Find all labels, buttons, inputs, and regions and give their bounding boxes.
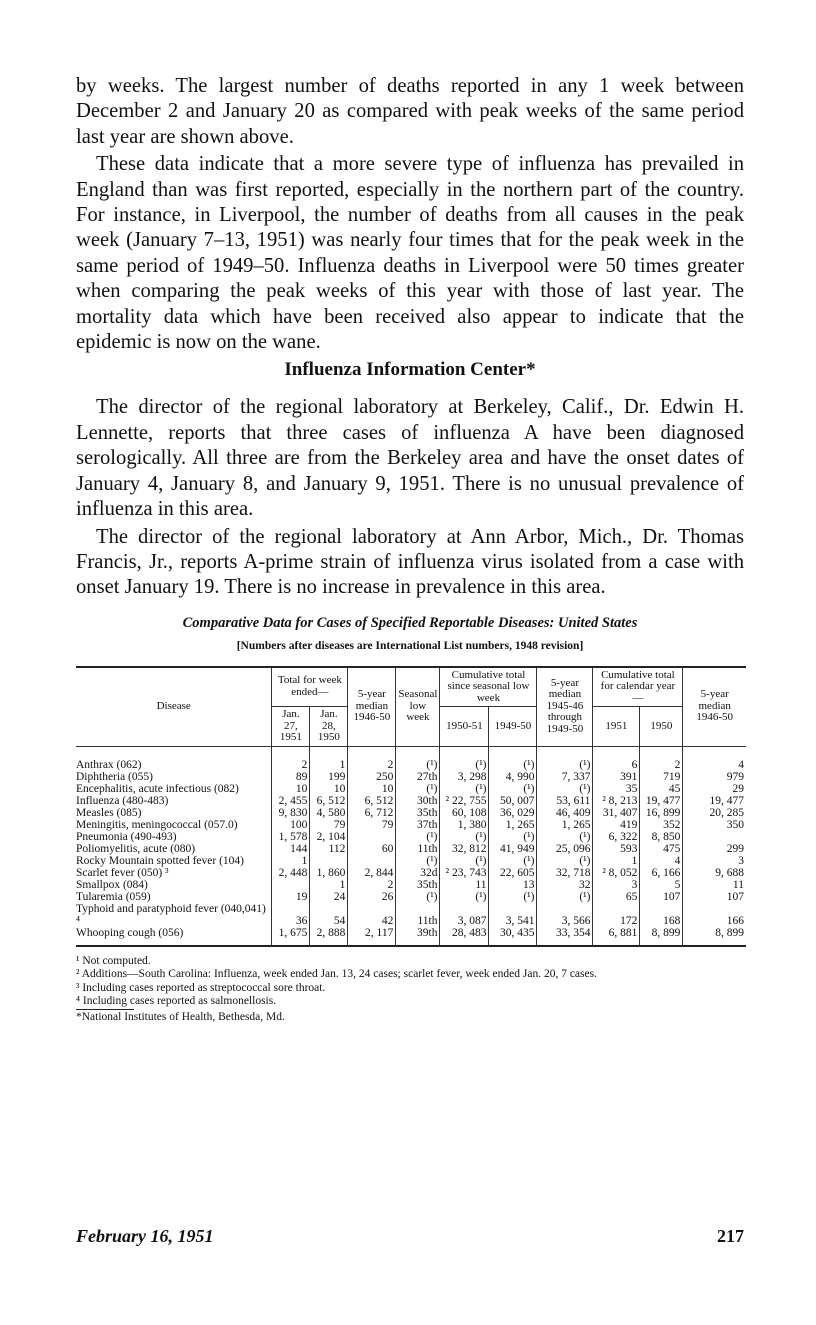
table-cell: (¹) xyxy=(440,855,489,867)
paragraph: These data indicate that a more severe type of influenza has prevailed in England than was first reported, especially in the northern part of the country. For instance, in Liverpool, the number of deaths from all causes in the peak week (January 7–13, 1951) was nearly four times that for the peak week in the same period of 1949–50. Influenza deaths in Liverpool were 50 times greater when comparing the peak weeks of this year with those of last year. The mortality data which have been received also appear to indicate that the epidemic is now on the wane. xyxy=(76,153,744,354)
disease-name xyxy=(76,831,272,843)
table-cell: 6, 166 xyxy=(640,867,683,879)
table-cell: (¹) xyxy=(537,783,593,795)
table-cell: 46, 409 xyxy=(537,807,593,819)
header-median-year: 5-year median 1946-50 xyxy=(683,667,746,747)
table-cell: (¹) xyxy=(489,855,537,867)
table-row xyxy=(76,891,746,903)
table-cell: 6, 712 xyxy=(348,807,396,819)
table-row xyxy=(76,903,746,927)
disease-name xyxy=(76,879,272,891)
table-cell xyxy=(348,855,396,867)
table-cell: 32, 718 xyxy=(537,867,593,879)
table-cell: (¹) xyxy=(489,831,537,843)
table-cell: ² 8, 213 xyxy=(593,795,640,807)
table-cell: 475 xyxy=(640,843,683,855)
table-cell: (¹) xyxy=(396,783,440,795)
table-cell: 250 xyxy=(348,771,396,783)
header-cy-1951: 1951 xyxy=(593,707,640,747)
table-cell: 100 xyxy=(272,819,310,831)
table-cell: 20, 285 xyxy=(683,807,746,819)
table-cell: 60, 108 xyxy=(440,807,489,819)
footnote: ⁴ Including cases reported as salmonellosis. xyxy=(76,995,277,1008)
table-cell: 11th xyxy=(396,843,440,855)
table-cell: 31, 407 xyxy=(593,807,640,819)
table-cell: (¹) xyxy=(440,783,489,795)
table-cell: 352 xyxy=(640,819,683,831)
footnote: ² Additions—South Carolina: Influenza, week ended Jan. 13, 24 cases; scarlet fever, week ended Jan. 20, 7 cases. xyxy=(76,968,597,981)
table-cell: 593 xyxy=(593,843,640,855)
page-number: 217 xyxy=(717,1226,744,1246)
disease-label: Poliomyelitis, acute (080) xyxy=(76,842,196,855)
table-cell: 2 xyxy=(272,746,310,771)
table-cell: 89 xyxy=(272,771,310,783)
affiliation-note: *National Institutes of Health, Bethesda, Md. xyxy=(76,1010,285,1023)
table-cell: 6, 512 xyxy=(310,795,348,807)
disease-label: Pneumonia (490-493) xyxy=(76,830,177,843)
header-disease: Disease xyxy=(76,667,272,747)
table-cell: 42 xyxy=(348,903,396,927)
disease-name xyxy=(76,927,272,946)
table-cell: 3, 087 xyxy=(440,903,489,927)
table-cell: 1, 380 xyxy=(440,819,489,831)
table-cell: ² 23, 743 xyxy=(440,867,489,879)
table-cell: 1 xyxy=(272,855,310,867)
table-cell xyxy=(310,855,348,867)
table-cell: (¹) xyxy=(440,831,489,843)
table-row xyxy=(76,831,746,843)
table-cell: 299 xyxy=(683,843,746,855)
table-cell: 41, 949 xyxy=(489,843,537,855)
table-cell: 1 xyxy=(593,855,640,867)
table-cell: 6, 512 xyxy=(348,795,396,807)
table-cell: 54 xyxy=(310,903,348,927)
paragraph: The director of the regional laboratory at Berkeley, Calif., Dr. Edwin H. Lennette, reports that three cases of influenza A have been diagnosed serologically. All three are from the Berkeley area and have the onset dates of January 4, January 8, and January 9, 1951. There is no unusual prevalence of influenza in this area. xyxy=(76,396,744,521)
table-cell: 13 xyxy=(489,879,537,891)
table-cell: 4, 990 xyxy=(489,771,537,783)
table-cell xyxy=(272,879,310,891)
table-cell: 144 xyxy=(272,843,310,855)
table-cell: 10 xyxy=(310,783,348,795)
table-cell: 32 xyxy=(537,879,593,891)
table-cell: 24 xyxy=(310,891,348,903)
header-week-group: Total for week ended— xyxy=(272,667,348,707)
table-cell: 36, 029 xyxy=(489,807,537,819)
table-cell: 30, 435 xyxy=(489,927,537,946)
table-cell: 19, 477 xyxy=(640,795,683,807)
disease-name xyxy=(76,903,272,927)
table-cell: 3 xyxy=(593,879,640,891)
table-cell: 112 xyxy=(310,843,348,855)
disease-name xyxy=(76,891,272,903)
table-row xyxy=(76,807,746,819)
disease-label: Smallpox (084) xyxy=(76,878,148,891)
table-cell: 8, 850 xyxy=(640,831,683,843)
table-cell: 350 xyxy=(683,819,746,831)
table-cell: 32d xyxy=(396,867,440,879)
table-cell: 2 xyxy=(348,746,396,771)
table-cell: 11 xyxy=(683,879,746,891)
table-cell: 9, 688 xyxy=(683,867,746,879)
table-cell: 1 xyxy=(310,746,348,771)
table-cell: 29 xyxy=(683,783,746,795)
disease-name xyxy=(76,819,272,831)
table-cell: (¹) xyxy=(396,891,440,903)
disease-label: Encephalitis, acute infectious (082) xyxy=(76,782,239,795)
table-cell: (¹) xyxy=(396,855,440,867)
table-cell: 1, 578 xyxy=(272,831,310,843)
table-cell: (¹) xyxy=(489,783,537,795)
footnote: ¹ Not computed. xyxy=(76,954,151,967)
table-cell: 32, 812 xyxy=(440,843,489,855)
footnote-rule xyxy=(76,1009,134,1010)
table-cell: 168 xyxy=(640,903,683,927)
table-cell: 2, 455 xyxy=(272,795,310,807)
table-body xyxy=(76,746,746,946)
paragraph: by weeks. The largest number of deaths reported in any 1 week between December 2 and January 20 as compared with peak weeks of the same period last year are shown above. xyxy=(76,75,744,148)
header-cum-1949-50: 1949-50 xyxy=(489,707,537,747)
table-cell: (¹) xyxy=(537,831,593,843)
disease-name xyxy=(76,746,272,771)
table-subtitle: [Numbers after diseases are International List numbers, 1948 revision] xyxy=(236,639,584,652)
disease-label: Typhoid and paratyphoid fever (040,041) ⁴ xyxy=(76,902,266,927)
table-cell: 3 xyxy=(683,855,746,867)
header-cy-1950: 1950 xyxy=(640,707,683,747)
table-cell: (¹) xyxy=(537,891,593,903)
disease-label: Scarlet fever (050) ³ xyxy=(76,866,169,879)
table-cell: 25, 096 xyxy=(537,843,593,855)
table-cell: 166 xyxy=(683,903,746,927)
disease-name xyxy=(76,771,272,783)
table-cell: 60 xyxy=(348,843,396,855)
table-cell: 4, 580 xyxy=(310,807,348,819)
table-cell: 10 xyxy=(272,783,310,795)
table-row xyxy=(76,927,746,946)
disease-label: Diphtheria (055) xyxy=(76,770,153,783)
table-cell: 26 xyxy=(348,891,396,903)
paragraph: The director of the regional laboratory at Ann Arbor, Mich., Dr. Thomas Francis, Jr., reports A-prime strain of influenza virus isolated from a case with onset January 19. There is no increase in prevalence in this area. xyxy=(76,525,744,599)
footnotes xyxy=(76,955,744,1024)
table-cell: (¹) xyxy=(489,746,537,771)
table-title: Comparative Data for Cases of Specified Reportable Diseases: United States xyxy=(182,614,638,631)
table-cell: 36 xyxy=(272,903,310,927)
table-cell: 2, 844 xyxy=(348,867,396,879)
table-cell: 2, 104 xyxy=(310,831,348,843)
table-cell: 2, 888 xyxy=(310,927,348,946)
table-cell: (¹) xyxy=(440,891,489,903)
table-cell: 4 xyxy=(640,855,683,867)
disease-name xyxy=(76,807,272,819)
table-cell: 199 xyxy=(310,771,348,783)
table-cell: ² 22, 755 xyxy=(440,795,489,807)
table-row xyxy=(76,746,746,771)
table-cell: 3, 298 xyxy=(440,771,489,783)
table-cell: 107 xyxy=(640,891,683,903)
table-cell: 35th xyxy=(396,807,440,819)
table-cell: 11 xyxy=(440,879,489,891)
disease-name xyxy=(76,867,272,879)
page-body xyxy=(76,74,744,1024)
table-cell: 11th xyxy=(396,903,440,927)
table-row xyxy=(76,879,746,891)
table-cell: 65 xyxy=(593,891,640,903)
table-cell: 27th xyxy=(396,771,440,783)
table-cell: 30th xyxy=(396,795,440,807)
table-cell: 2, 448 xyxy=(272,867,310,879)
header-cum-year-group: Cumulative total for calendar year— xyxy=(593,667,683,707)
header-cum-seasonal-group: Cumulative total since seasonal low week xyxy=(440,667,537,707)
table-cell: 3, 566 xyxy=(537,903,593,927)
disease-name xyxy=(76,783,272,795)
table-cell: 5 xyxy=(640,879,683,891)
table-cell: 79 xyxy=(310,819,348,831)
table-cell: (¹) xyxy=(537,855,593,867)
table-cell: 107 xyxy=(683,891,746,903)
table-cell: 6, 322 xyxy=(593,831,640,843)
table-cell: 79 xyxy=(348,819,396,831)
table-row xyxy=(76,867,746,879)
table-cell: (¹) xyxy=(440,746,489,771)
table-cell: 1, 860 xyxy=(310,867,348,879)
table-cell: 6 xyxy=(593,746,640,771)
table-cell: (¹) xyxy=(489,891,537,903)
disease-name xyxy=(76,855,272,867)
table-cell: ² 8, 052 xyxy=(593,867,640,879)
table-cell: 4 xyxy=(683,746,746,771)
table-cell: 10 xyxy=(348,783,396,795)
disease-label: Tularemia (059) xyxy=(76,890,151,903)
table-cell: 1, 265 xyxy=(537,819,593,831)
table-cell: 6, 881 xyxy=(593,927,640,946)
table-row xyxy=(76,819,746,831)
table-cell: 35th xyxy=(396,879,440,891)
table-cell: 19, 477 xyxy=(683,795,746,807)
page-footer xyxy=(76,1226,744,1247)
table-cell: 50, 007 xyxy=(489,795,537,807)
table-cell: 2 xyxy=(348,879,396,891)
table-cell: 8, 899 xyxy=(683,927,746,946)
disease-label: Rocky Mountain spotted fever (104) xyxy=(76,854,244,867)
header-median-week: 5-year median 1946-50 xyxy=(348,667,396,747)
table-cell: (¹) xyxy=(537,746,593,771)
table-row xyxy=(76,795,746,807)
table-row xyxy=(76,783,746,795)
table-cell: 53, 611 xyxy=(537,795,593,807)
table-cell: 1, 265 xyxy=(489,819,537,831)
table-cell: 979 xyxy=(683,771,746,783)
disease-label: Influenza (480-483) xyxy=(76,794,169,807)
table-cell: 2 xyxy=(640,746,683,771)
header-jan27: Jan. 27, 1951 xyxy=(272,707,310,747)
disease-label: Anthrax (062) xyxy=(76,758,142,771)
table-cell: 2, 117 xyxy=(348,927,396,946)
header-median-seasonal: 5-year median 1945-46 through 1949-50 xyxy=(537,667,593,747)
disease-label: Whooping cough (056) xyxy=(76,926,184,939)
table-cell xyxy=(683,831,746,843)
table-cell: 37th xyxy=(396,819,440,831)
table-cell: (¹) xyxy=(396,831,440,843)
header-jan28: Jan. 28, 1950 xyxy=(310,707,348,747)
table-cell: 19 xyxy=(272,891,310,903)
table-cell: 8, 899 xyxy=(640,927,683,946)
table-cell: 391 xyxy=(593,771,640,783)
issue-date: February 16, 1951 xyxy=(76,1226,214,1246)
disease-table xyxy=(76,666,746,947)
table-cell: 16, 899 xyxy=(640,807,683,819)
table-cell: 22, 605 xyxy=(489,867,537,879)
table-cell: 33, 354 xyxy=(537,927,593,946)
table-cell: 1 xyxy=(310,879,348,891)
table-cell: 3, 541 xyxy=(489,903,537,927)
header-seasonal-low: Seasonal low week xyxy=(396,667,440,747)
table-cell: 172 xyxy=(593,903,640,927)
table-cell: 719 xyxy=(640,771,683,783)
table-cell: (¹) xyxy=(396,746,440,771)
disease-name xyxy=(76,795,272,807)
table-row xyxy=(76,855,746,867)
table-cell: 28, 483 xyxy=(440,927,489,946)
table-cell: 45 xyxy=(640,783,683,795)
section-heading: Influenza Information Center* xyxy=(284,359,536,381)
table-cell: 39th xyxy=(396,927,440,946)
table-cell xyxy=(348,831,396,843)
table-cell: 1, 675 xyxy=(272,927,310,946)
table-cell: 419 xyxy=(593,819,640,831)
table-cell: 7, 337 xyxy=(537,771,593,783)
table-row xyxy=(76,843,746,855)
header-cum-1950-51: 1950-51 xyxy=(440,707,489,747)
table-cell: 9, 830 xyxy=(272,807,310,819)
table-row xyxy=(76,771,746,783)
footnote: ³ Including cases reported as streptococcal sore throat. xyxy=(76,981,326,994)
disease-name xyxy=(76,843,272,855)
table-cell: 35 xyxy=(593,783,640,795)
disease-label: Measles (085) xyxy=(76,806,142,819)
disease-label: Meningitis, meningococcal (057.0) xyxy=(76,818,238,831)
